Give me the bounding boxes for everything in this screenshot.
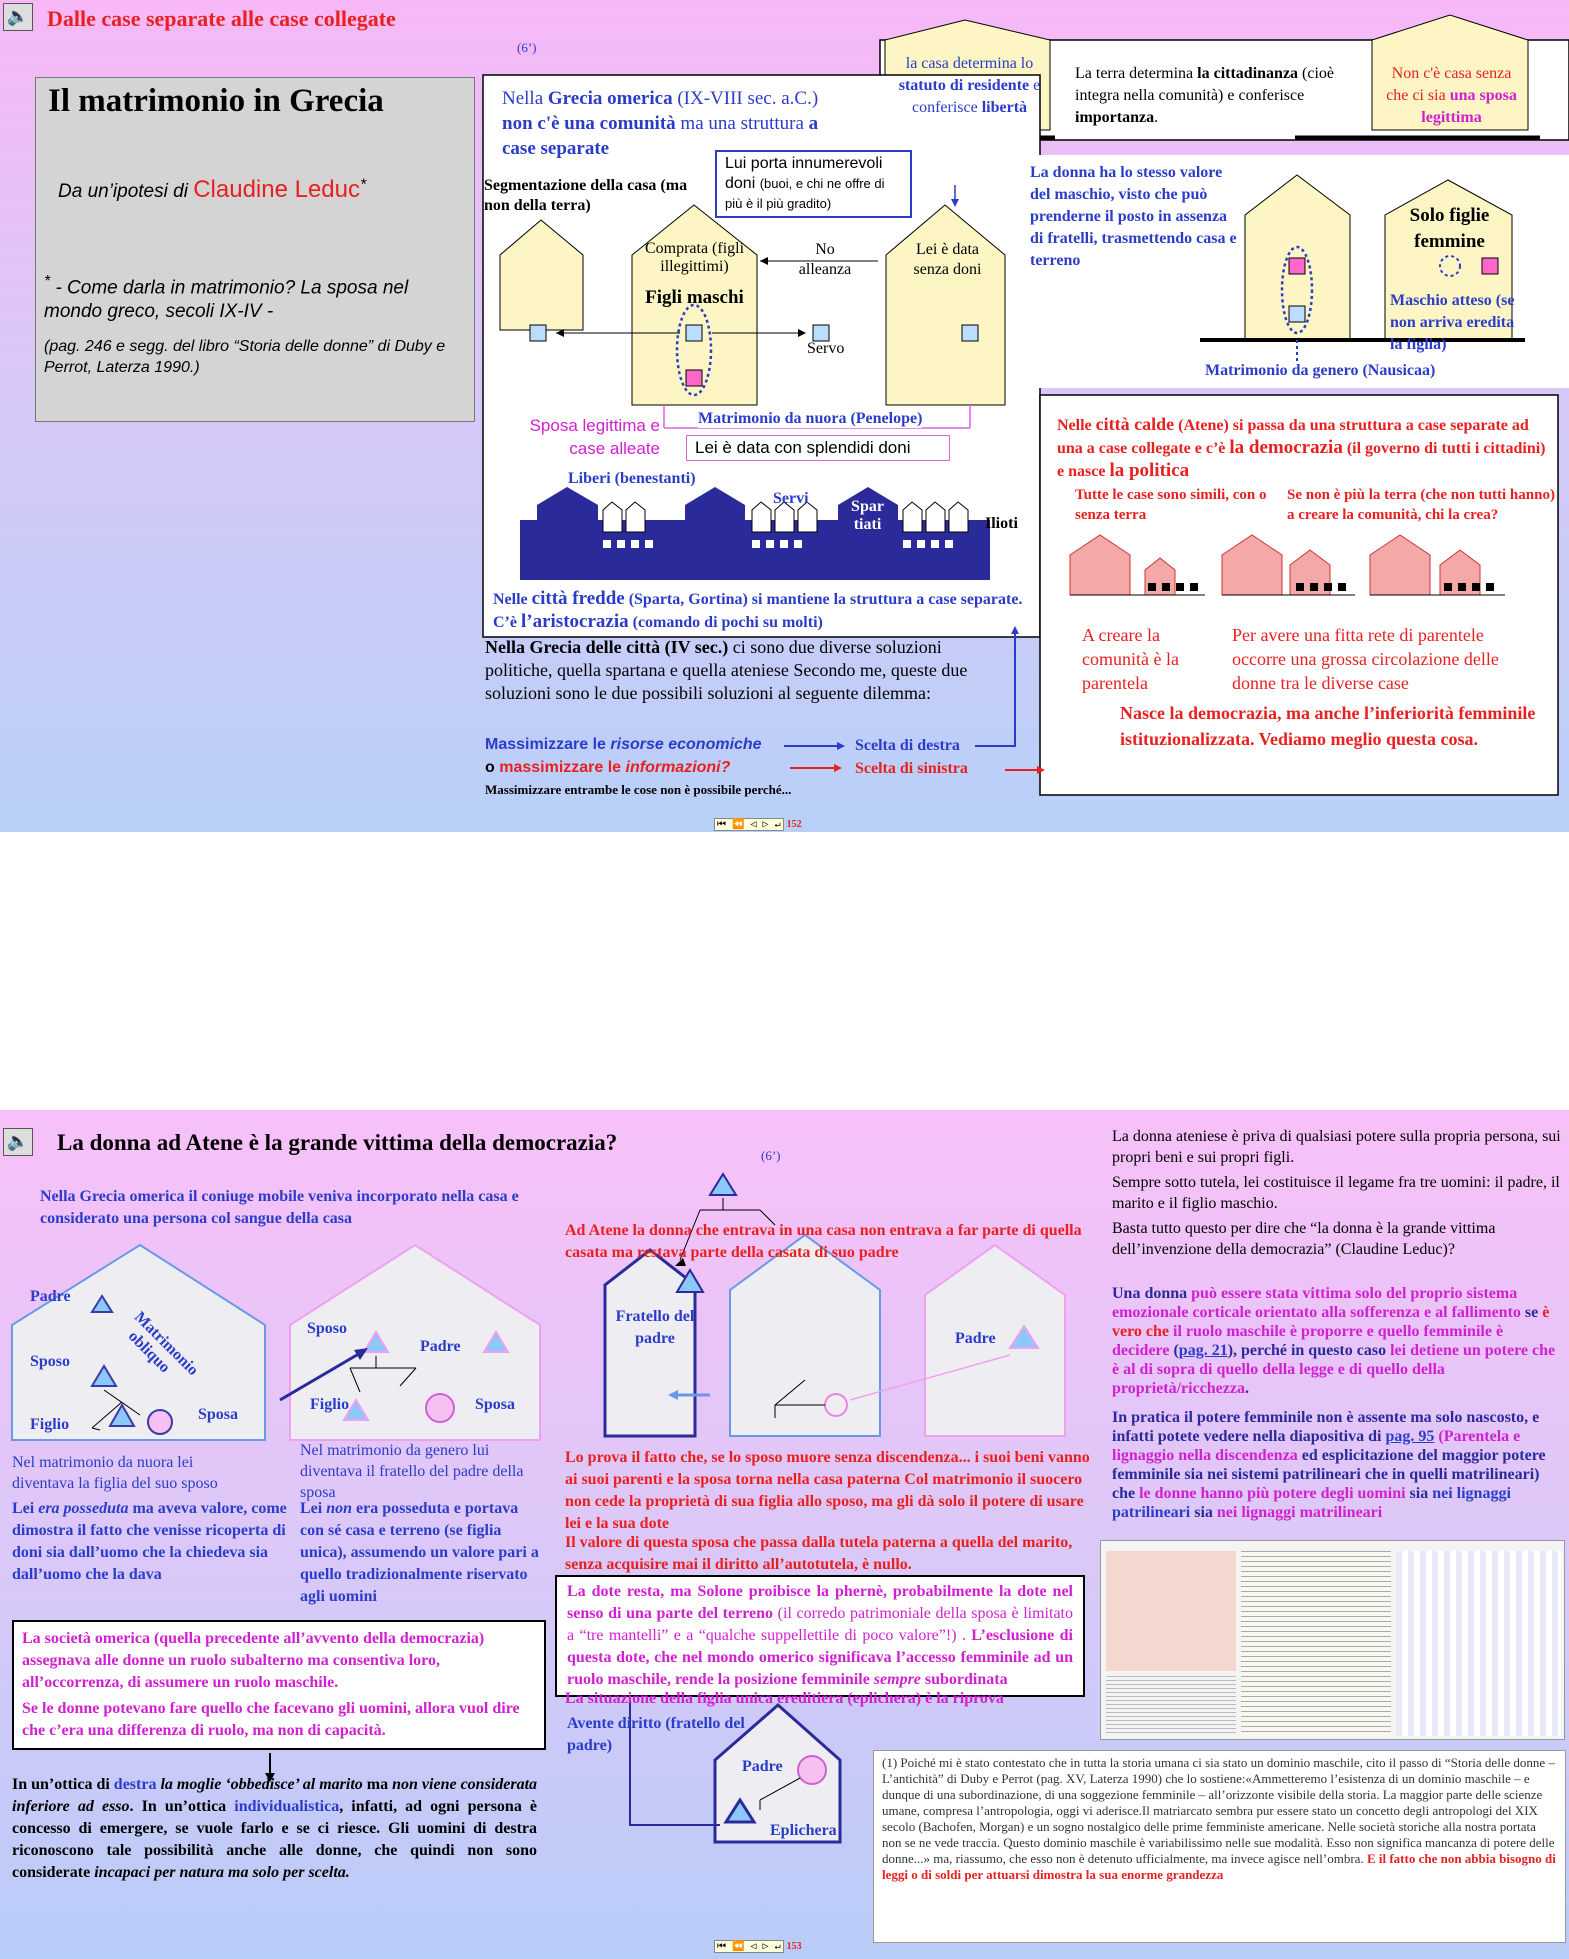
t: destra (113, 1776, 157, 1793)
author-name: Claudine Leduc (193, 176, 360, 203)
nausicaa-label: Matrimonio da genero (Nausicaa) (1205, 362, 1436, 379)
t: ( (1169, 1342, 1179, 1359)
t: Lui porta innumerevoli doni (725, 155, 883, 192)
t: non viene considerata inferiore ad esso (12, 1776, 538, 1815)
proof-text: Lo prova il fatto che, se lo sposo muore senza discendenza... i suoi beni vanno ai suoi parenti e la sposa torna nella casa paterna Col matrimonio il suocero non cede la proprietà di sua figlia allo sposo, ma gli dà solo il potere di usare lei e la sua dote (565, 1449, 1090, 1532)
t: massimizzare le (499, 759, 626, 776)
t: individualistica (234, 1798, 340, 1815)
slide95-thumbnail[interactable] (1100, 1540, 1565, 1740)
society-1: La società omerica (quella precedente all’avvento della democrazia) assegnava alle donne un ruolo subalterno ma consentiva loro, all’occorrenza, di assumere un ruolo maschile. (22, 1630, 485, 1691)
t: Nelle (1057, 417, 1096, 434)
t: Nelle (493, 591, 532, 608)
gifts-given-box: Lei è data con splendidi doni (686, 435, 950, 461)
dowry-box (555, 1575, 1085, 1697)
not-possessed-text (300, 1498, 545, 1608)
footnote-text: - Come darla in matrimonio? La sposa nel mondo greco, secoli IX-IV - (44, 277, 409, 323)
time-label: (6’) (761, 1148, 781, 1163)
slide-153 (0, 1110, 1569, 1959)
left-choice-label: Scelta di sinistra (855, 760, 968, 777)
athens-text: Ad Atene la donna che entrava in una casa non entrava a far parte di quella casata ma restava parte della casata di suo padre (565, 1222, 1082, 1261)
t: la democrazia (1229, 437, 1343, 458)
victim-text (1112, 1284, 1562, 1398)
oblique-label: Matrimonio obliquo (124, 1308, 202, 1379)
t: la politica (1109, 460, 1190, 481)
t: informazioni? (625, 759, 731, 776)
heiress-text: La situazione della figlia unica ereditiera (eplichera) è la riprova (565, 1690, 1004, 1707)
time-label: (6’) (517, 40, 537, 55)
speaker-icon[interactable]: 🔈 (3, 3, 33, 31)
land-text (1075, 63, 1345, 129)
page-number: 152 (786, 819, 802, 830)
tenant-square (962, 325, 978, 341)
label-figlio-2: Figlio (310, 1396, 350, 1413)
democracy-born-text: Nasce la democrazia, ma anche l’inferiorità femminile istituzionalizzata. Vediamo meglio questa cosa. (1120, 703, 1536, 749)
t: (cioè integra nella comunità) e conferisce (1075, 65, 1335, 104)
possessed-text (12, 1498, 287, 1586)
t: il ruolo maschile è proporre e quello femminile è decidere (1112, 1323, 1504, 1359)
label-padre-3: Padre (955, 1330, 996, 1347)
thumbnail-text (1241, 1551, 1391, 1736)
t: ed esplicitazione del maggior potere femminile sia nei sistemi patrilineari che in quelli matrilineari) che (1112, 1447, 1546, 1502)
t: Nella (502, 88, 548, 109)
uncle-label: Fratello del padre (615, 1308, 695, 1347)
hypothesis-prefix: Da un’ipotesi di (58, 181, 194, 202)
t: Nella Grecia delle città (IV sec.) (485, 637, 729, 657)
nav-buttons[interactable]: ⏮ ⏪ ◁ ▷ ↵ (714, 1940, 784, 1953)
legit-label: Sposa legittima e case alleate (529, 416, 660, 458)
t: se (1520, 1304, 1543, 1321)
right-view-text (12, 1774, 537, 1884)
hypothesis-line (58, 176, 366, 204)
label-sposo-2: Sposo (307, 1320, 348, 1337)
cold-cities-text (493, 588, 1033, 634)
tutela-text: Sempre sotto tutela, lei costituisce il legame fra tre uomini: il padre, il marito e il figlio maschio. (1112, 1174, 1560, 1212)
t: o (485, 759, 500, 776)
t: e conferisce (911, 77, 1041, 116)
t: ), perché in questo caso (1227, 1342, 1391, 1359)
hot-cities-text (1057, 413, 1552, 483)
t: (buoi, e chi ne offre di più è il più gradito) (725, 176, 885, 211)
penelope-label: Matrimonio da nuora (Penelope) (698, 410, 923, 427)
t: subordinata (920, 1671, 1008, 1688)
footnote (44, 270, 464, 324)
t: una sposa legittima (1421, 87, 1517, 126)
given-label: Lei è data senza doni (913, 241, 982, 278)
nav-bar[interactable] (714, 818, 802, 831)
thumbnail-photo (1106, 1551, 1236, 1671)
helots-label: Ilioti (985, 515, 1018, 532)
page-link[interactable]: pag. 21 (1178, 1342, 1228, 1359)
t: (il governo di tutti i cittadini) e nasce (1057, 440, 1546, 480)
footnote-mark: * (44, 273, 51, 290)
t: città fredde (531, 588, 625, 609)
t: (IX-VIII sec. a.C.) (672, 88, 819, 109)
title-card (35, 77, 475, 422)
label-figlio: Figlio (30, 1416, 70, 1433)
cities-text (485, 636, 985, 705)
enough-text: Basta tutto questo per dire che “la donna è la grande vittima dell’invenzione della democrazia” (Claudine Leduc)? (1112, 1220, 1496, 1258)
slide-152 (0, 0, 1569, 832)
note-text: (1) Poiché mi è stato contestato che in tutta la storia umana ci sia stato un dominio maschile, cito il passo di “Storia delle donne – L’antichità” di Duby e Perrot (pag. XV, Laterza 1990) che lo sostiene:«Ammetteremo l’esistenza di un dominio maschile – e dunque di una subordinazione, di una soggezione femminile – all’orizzonte visibile della storia. La maggior parte delle scienze umane, compresa l’antropologia, oggi vi aderisce.Il matriarcato sembra pur essere stato un concetto degli antropologi del XIX secolo (Bachofen, Morgan) e un sogno nostalgico delle prime femministe americane. Nelle società storiche alla nostra portata non se ne vede traccia. Questo dominio maschile è variabilissimo nelle sue modalità. Esso non significa mancanza di potere delle donne...» ma, riassumo, che esso non è detenuto ufficialmente, ma invece agisce nell’ombra. (882, 1755, 1555, 1866)
t: . (1244, 1380, 1249, 1397)
practice-text (1112, 1408, 1562, 1522)
t: (il corredo patrimoniale della sposa è limitato a “tre mantelli” e a “qualche suppellettile di poco valore”!) . (567, 1605, 1073, 1644)
thumbnail-tree (1396, 1551, 1561, 1736)
segmentation-label: Segmentazione della casa (ma non della terra) (484, 177, 688, 214)
t: . (1154, 109, 1159, 126)
note-text: E il fatto che non abbia bisogno di leggi o di soldi per attuarsi dimostra la sua enorme grandezza (882, 1851, 1556, 1882)
page-link[interactable]: pag. 95 (1385, 1428, 1435, 1445)
reference: (pag. 246 e segg. del libro “Storia delle donne” di Duby e Perrot, Laterza 1990.) (44, 338, 446, 376)
son-square (686, 325, 702, 341)
t: città calde (1095, 414, 1175, 434)
t: l’aristocrazia (520, 611, 629, 632)
t: Grecia omerica (547, 88, 673, 109)
quote-note-box (873, 1750, 1566, 1943)
label-sposa-2: Sposa (475, 1396, 516, 1413)
slide1-title: Dalle case separate alle case collegate (47, 6, 396, 31)
t: importanza (1075, 109, 1155, 126)
label-padre: Padre (30, 1288, 71, 1305)
t: In un’ottica di (12, 1776, 114, 1793)
t: statuto di residente (898, 77, 1030, 94)
free-label: Liberi (benestanti) (568, 470, 696, 487)
thumbnail-text (1106, 1676, 1236, 1736)
deprived-text: La donna ateniese è priva di qualsiasi potere sulla propria persona, sui propri beni e sui propri figli. (1112, 1128, 1561, 1166)
noland-label: Se non è più la terra (che non tutti hanno) a creare la comunità, chi la crea? (1287, 487, 1555, 523)
t: Massimizzare le (485, 736, 611, 753)
t: le donne hanno più potere degli uomini (1139, 1485, 1406, 1502)
slide2-title: La donna ad Atene è la grande vittima della democrazia? (57, 1130, 618, 1155)
t: non (326, 1500, 353, 1517)
circulation-label: Per avere una fitta rete di parentele occorre una grossa circolazione delle donne tra le diverse case (1232, 625, 1499, 693)
t: la casa determina lo (905, 55, 1034, 72)
author-mark: * (360, 176, 367, 194)
t: Lei (300, 1500, 327, 1517)
t: La terra determina (1075, 65, 1198, 82)
society-2: Se le donne potevano fare quello che facevano gli uomini, allora vuol dire che c’era una differenza di ruolo, ma non di capacità. (22, 1700, 520, 1739)
t: . In un’ottica (129, 1798, 235, 1815)
homeric-text: Nella Grecia omerica il coniuge mobile veniva incorporato nella casa e considerato una persona col sangue della casa (40, 1188, 519, 1227)
t: era posseduta e portava con sé casa e terreno (se figlia unica), assumendo un valore pari a quello tradizionalmente riservato agli uomini (300, 1500, 539, 1605)
eplichera-label: Eplichera (770, 1822, 837, 1839)
t: la cittadinanza (1197, 65, 1299, 82)
t: ci sono due diverse soluzioni politiche, quella spartana e quella ateniese Secondo me, queste due soluzioni sono le due possibili soluzioni al seguente dilemma: (485, 637, 968, 703)
label-padre-4: Padre (742, 1758, 783, 1775)
t: sia (1405, 1485, 1433, 1502)
servants-label: Servi (773, 490, 809, 507)
daughter-in-law-text: Nel matrimonio da nuora lei diventava la figlia del suo sposo (12, 1454, 218, 1492)
bought-label: Comprata (figli illegittimi) (644, 240, 745, 275)
label-sposo: Sposo (30, 1353, 71, 1370)
gift-box (715, 150, 912, 218)
nohouse-text (1384, 63, 1519, 129)
servant-square (813, 325, 829, 341)
spartiates-label: Spar tiati (851, 498, 884, 533)
t: la moglie ‘obbedisce’ al marito (156, 1776, 363, 1793)
label-sposa: Sposa (198, 1406, 239, 1423)
t: nei lignaggi patrilineari (1112, 1485, 1511, 1521)
right-choice-label: Scelta di destra (855, 737, 960, 754)
t: nei lignaggi matrilineari (1216, 1504, 1383, 1521)
servant-label: Servo (807, 340, 845, 357)
t: non c'è una comunità (502, 113, 676, 134)
t: è vero che (1112, 1304, 1550, 1340)
t: sia (1190, 1504, 1217, 1521)
page-number: 153 (786, 1941, 802, 1952)
maximize-resources (485, 736, 762, 754)
value-text: Il valore di questa sposa che passa dalla tutela paterna a quella del marito, senza acquisire mai il diritto all’autotutela, è nullo. (565, 1534, 1073, 1573)
t: ma aveva valore, come dimostra il fatto che venisse ricoperta di doni sia dall’uomo che la chiedeva sia dall’uomo che la dava (12, 1500, 287, 1583)
t: ma (362, 1776, 393, 1793)
t: (Sparta, Gortina) si mantiene la struttura a case separate. C’è (493, 591, 1023, 631)
t: In pratica il potere femminile non è assente ma solo nascosto, e infatti potete vedere nella diapositiva di (1112, 1409, 1540, 1445)
t: ma una struttura (675, 113, 809, 134)
t: La dote resta, ma Solone proibisce la phernè, probabilmente la dote nel senso di una parte del terreno (567, 1583, 1073, 1622)
nav-bar[interactable] (714, 1940, 802, 1953)
nav-buttons[interactable]: ⏮ ⏪ ◁ ▷ ↵ (714, 818, 784, 831)
t: Non c'è casa senza che ci sia (1386, 65, 1512, 104)
t: sempre (873, 1671, 921, 1688)
t: Lei (12, 1500, 39, 1517)
t: libertà (981, 99, 1028, 116)
similar-houses-label: Tutte le case sono simili, con o senza terra (1075, 487, 1267, 523)
sons-label: Figli maschi (645, 287, 744, 308)
homeric-society-box (12, 1620, 546, 1750)
only-daughters-label: Solo figlie femmine (1409, 205, 1490, 252)
t: , infatti, ad ogni persona è concesso di emergere, se vuole farlo e se ci riesce. Gli uomini di destra riconoscono tale possibilità anche alle donne, che quindi non sono considerate (12, 1798, 538, 1881)
main-title: Il matrimonio in Grecia (48, 83, 384, 119)
t: ma solo per scelta. (224, 1864, 350, 1881)
t: può essere stata vittima solo del proprio sistema emozionale corticale orientato alla sofferenza e al fallimento (1112, 1285, 1521, 1321)
son-in-law-text: Nel matrimonio da genero lui diventava il fratello del padre della sposa (300, 1442, 524, 1501)
t: Una donna (1112, 1285, 1192, 1302)
t: lei detiene un potere che è al di sopra di quello della legge e di quello della proprietà/ricchezza (1112, 1342, 1556, 1397)
kinship-label: A creare la comunità è la parentela (1082, 625, 1179, 693)
t: L’esclusione di questa dote, che nel mondo omerico significava l’accesso femminile ad un ruolo maschile, rende la posizione femminile (567, 1627, 1073, 1688)
both-text: Massimizzare entrambe le cose non è possibile perché... (485, 782, 792, 797)
wife-square (686, 370, 702, 386)
avente-label: Avente diritto (fratello del padre) (567, 1715, 745, 1754)
maximize-information (485, 759, 730, 777)
t: (Parentela e lignaggio nella discendenza (1112, 1428, 1521, 1464)
t: a case separate (502, 113, 819, 159)
t: (comando di pochi su molti) (628, 614, 823, 631)
expected-male-label: Maschio atteso (se non arriva eredita la figlia) (1390, 292, 1515, 353)
tenant-square (530, 325, 546, 341)
t: (Atene) si passa da una struttura a case separate ad una a case collegate e c’è (1057, 417, 1529, 457)
woman-value-text: La donna ha lo stesso valore del maschio, visto che può prenderne il posto in assenza di fratelli, trasmettendo casa e terreno (1030, 164, 1237, 269)
label-padre-2: Padre (420, 1338, 461, 1355)
t: incapaci per natura (94, 1864, 224, 1881)
no-alliance-label: No alleanza (798, 241, 852, 278)
t: era posseduta (38, 1500, 129, 1517)
status-text (892, 53, 1047, 119)
t: risorse economiche (610, 736, 762, 753)
speaker-icon[interactable]: 🔈 (3, 1128, 33, 1156)
